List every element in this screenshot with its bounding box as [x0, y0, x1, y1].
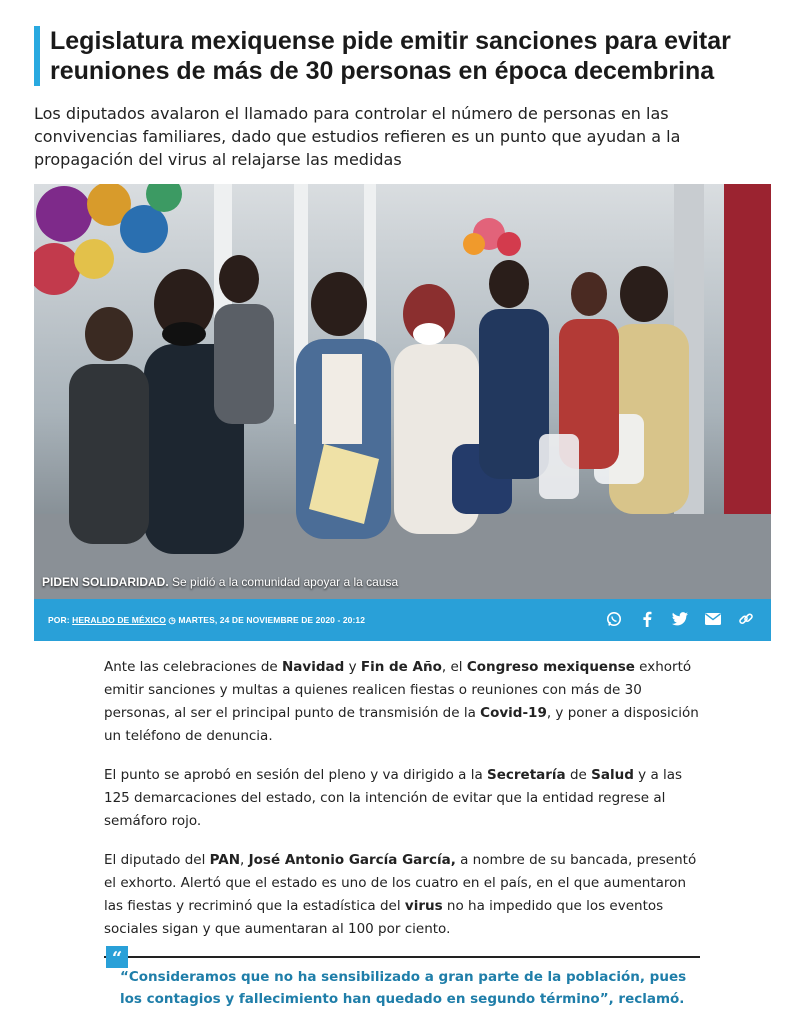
article-dek: Los diputados avalaron el llamado para controlar el número de personas en las convivencias familiares, dado que estudios refieren es un punto que ayudan a la propagación del virus al relajarse las medidas — [34, 104, 681, 169]
body-text: y a las 125 demarcaciones del estado, con la intención de evitar que la entidad regrese al semáforo rojo. — [104, 767, 683, 829]
photo-caption — [42, 575, 398, 589]
byline-label: POR: — [48, 615, 73, 625]
quote-mark-icon: “ — [106, 946, 128, 968]
paragraph-2 — [104, 764, 704, 833]
byline-source-link[interactable]: HERALDO DE MÉXICO — [72, 615, 166, 625]
emphasis-text: Navidad — [282, 659, 345, 675]
article-headline-block — [34, 26, 770, 86]
body-text: , el — [441, 659, 467, 675]
body-text: de — [565, 767, 592, 783]
body-text: a nombre de su bancada, presentó el exhorto. Alertó que el estado es uno de los cuatro en el país, en el que aumentaron las fiestas y recriminó que la estadística del — [104, 852, 697, 914]
pull-quote-text: “Consideramos que no ha sensibilizado a gran parte de la población, pues los contagios y fallecimiento han quedado en segundo término”, reclamó. — [120, 969, 687, 1007]
emphasis-text: Fin de Año — [360, 659, 442, 675]
body-text: no ha impedido que los eventos sociales sigan y que aumentaran al 100 por ciento. — [104, 898, 664, 937]
body-text: Ante las celebraciones de — [104, 659, 282, 675]
body-text: , y poner a disposición un teléfono de denuncia. — [104, 705, 699, 744]
whatsapp-icon[interactable] — [605, 609, 623, 629]
crowd-photo-illustration — [34, 184, 771, 599]
photo-caption-bold: PIDEN SOLIDARIDAD. — [42, 575, 169, 589]
article-body — [104, 656, 704, 957]
paragraph-3 — [104, 849, 704, 941]
body-text: El punto se aprobó en sesión del pleno y va dirigido a la — [104, 767, 488, 783]
article-meta-bar — [34, 599, 771, 641]
twitter-icon[interactable] — [671, 609, 689, 629]
link-icon[interactable] — [737, 609, 755, 629]
pull-quote-rule — [104, 956, 700, 958]
emphasis-text: Salud — [591, 767, 634, 783]
publish-date: ◷ MARTES, 24 DE NOVIEMBRE DE 2020 - 20:12 — [165, 615, 366, 625]
body-text: , — [240, 852, 249, 868]
photo-caption-text: Se pidió a la comunidad apoyar a la causa — [168, 575, 399, 589]
emphasis-text: Covid-19 — [480, 705, 547, 721]
emphasis-text: virus — [404, 898, 443, 914]
email-icon[interactable] — [704, 609, 722, 629]
paragraph-1 — [104, 656, 704, 748]
body-text: y — [344, 659, 361, 675]
emphasis-text: PAN — [209, 852, 241, 868]
emphasis-text: Secretaría — [487, 767, 566, 783]
emphasis-text: José Antonio García García, — [248, 852, 456, 868]
article-photo[interactable] — [34, 184, 771, 599]
body-text: El diputado del — [104, 852, 210, 868]
byline — [48, 615, 365, 626]
body-text: exhortó emitir sanciones y multas a quienes realicen fiestas o reuniones con más de 30 personas, al ser el principal punto de transmisión de la — [104, 659, 692, 721]
share-buttons — [605, 609, 755, 629]
facebook-icon[interactable] — [638, 609, 656, 629]
article-headline: Legislatura mexiquense pide emitir sanciones para evitar reuniones de más de 30 personas en época decembrina — [50, 27, 731, 85]
emphasis-text: Congreso mexiquense — [466, 659, 635, 675]
